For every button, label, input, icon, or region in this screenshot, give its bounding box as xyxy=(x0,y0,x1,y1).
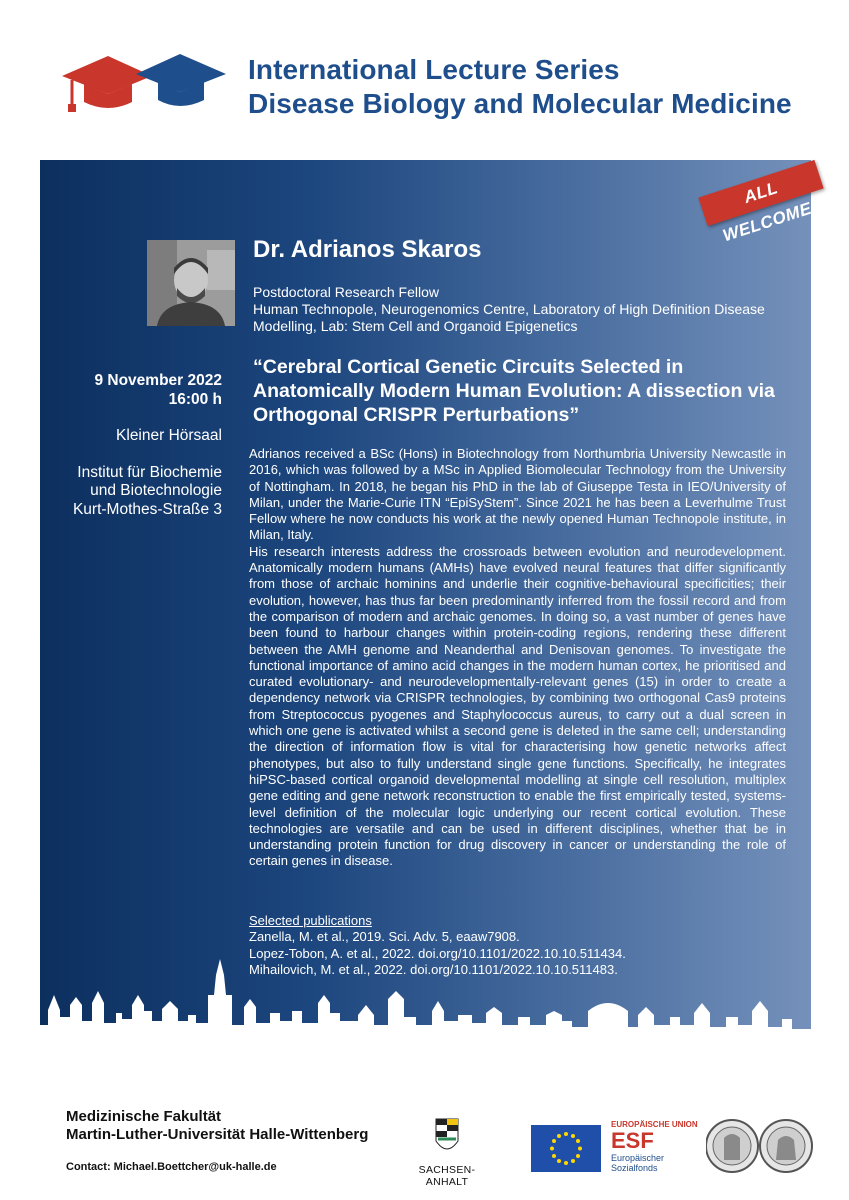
speaker-name: Dr. Adrianos Skaros xyxy=(253,236,482,263)
speaker-affiliation: Human Technopole, Neurogenomics Centre, Laboratory of High Definition Disease Modelling, Lab: Stem Cell and Organoid Epigenetics xyxy=(253,301,765,334)
speaker-bio xyxy=(249,446,786,870)
event-time: 16:00 h xyxy=(168,390,222,408)
university-name: Martin-Luther-Universität Halle-Wittenberg xyxy=(66,1126,369,1143)
coat-of-arms-icon xyxy=(408,1117,486,1159)
event-address: Kurt-Mothes-Straße 3 xyxy=(72,500,222,518)
event-room: Kleiner Hörsaal xyxy=(116,427,222,444)
speaker-position: Postdoctoral Research Fellow xyxy=(253,284,439,300)
red-cap-icon xyxy=(62,56,152,112)
university-seals xyxy=(706,1116,814,1176)
speaker-affiliation-block xyxy=(253,284,773,335)
esf-line1: Europäischer xyxy=(611,1153,665,1163)
event-institute-line2: und Biotechnologie xyxy=(90,482,222,499)
esf-title: ESF xyxy=(611,1128,654,1153)
faculty-name: Medizinische Fakultät xyxy=(66,1108,222,1125)
publication-item: Mihailovich, M. et al., 2022. doi.org/10.1101/2022.10.10.511483. xyxy=(249,961,618,977)
speaker-photo xyxy=(147,240,235,326)
seal-right-icon xyxy=(760,1120,812,1172)
event-details xyxy=(46,372,222,519)
bio-paragraph-2: His research interests address the crossroads between evolution and neurodevelopment. Anatomically modern humans (AMHs) have evolved neural features that differ significantly from those of archaic hominins and underlie their cognitive-behavioural specificities; their evolution, however, has thus far been predominantly inferred from the fossil record and from the comparison of modern and archaic genomes. In doing so, a vast number of genes have been found to harbour changes within protein-coding regions, rendering these different between the AMH genome and Neanderthal and Denisovan genomes. To investigate the functional importance of amino acid changes in the modern human cortex, he prioritised and curated evolutionary- and neurodevelopmentally-relevant genes (15) in order to create a dependency network via CRISPR technologies, by combining two orthogonal Cas9 proteins from Streptococcus pyogenes and Staphylococcus aureus, to carry out a dual screen in which one gene is activated whilst a second gene is deleted in the same cell; understanding the direction of information flow is vital for characterising how genetic networks affect phenotypes, but also to fully understand single gene functions. Specifically, he integrates hiPSC-based cortical organoid developmental modelling at single cell resolution, multiplex gene editing and gene network reconstruction to enable the first empirically tested, systems-level definition of the molecular logic underlying our recent cortical evolution. These technologies are versatile and can be used in different disciplines, whether that be in understanding protein function for drug discovery in cancer or understanding the role of certain genes in disease. xyxy=(249,543,786,869)
publication-item: Zanella, M. et al., 2019. Sci. Adv. 5, eaaw7908. xyxy=(249,929,520,945)
event-institute-line1: Institut für Biochemie xyxy=(77,463,222,481)
eu-flag-icon xyxy=(531,1125,601,1172)
publications-heading: Selected publications xyxy=(249,913,372,928)
faculty-block xyxy=(66,1108,368,1144)
series-title-line2: Disease Biology and Molecular Medicine xyxy=(248,88,792,119)
esf-logo xyxy=(611,1120,698,1178)
sachsen-anhalt-logo xyxy=(408,1117,486,1188)
esf-line2: Sozialfonds xyxy=(611,1163,658,1173)
series-title-line1: International Lecture Series xyxy=(248,54,620,85)
seal-left-icon xyxy=(706,1120,758,1172)
bio-paragraph-1: Adrianos received a BSc (Hons) in Biotechnology from Northumbria University Newcastle in 2016, which was followed by a MSc in Applied Biomolecular Technology from the University of Nottingham. In 2018, he began his PhD in the lab of Giuseppe Testa in IEO/University of Milan, under the Marie-Curie ITN “EpiSyStem”. Since 2021 he has been a Leverhulme Trust Fellow where he now conducts his work at the newly opened Human Technopole institute, in Milan, Italy. xyxy=(249,446,786,543)
blue-cap-icon xyxy=(136,54,226,106)
event-date: 9 November 2022 xyxy=(94,372,222,389)
talk-title: “Cerebral Cortical Genetic Circuits Selected in Anatomically Modern Human Evolution: A dissection via Orthogonal CRISPR Perturbations” xyxy=(253,356,775,426)
lecture-series-logo xyxy=(62,48,226,126)
publication-item: Lopez-Tobon, A. et al., 2022. doi.org/10.1101/2022.10.10.511434. xyxy=(249,945,626,961)
contact-email[interactable]: Contact: Michael.Boettcher@uk-halle.de xyxy=(66,1161,277,1173)
publications xyxy=(249,913,786,978)
all-welcome-banner: ALL WELCOME! xyxy=(698,160,823,226)
eu-label: EUROPÄISCHE UNION xyxy=(611,1120,698,1129)
sachsen-anhalt-label: SACHSEN-ANHALT xyxy=(418,1164,476,1188)
